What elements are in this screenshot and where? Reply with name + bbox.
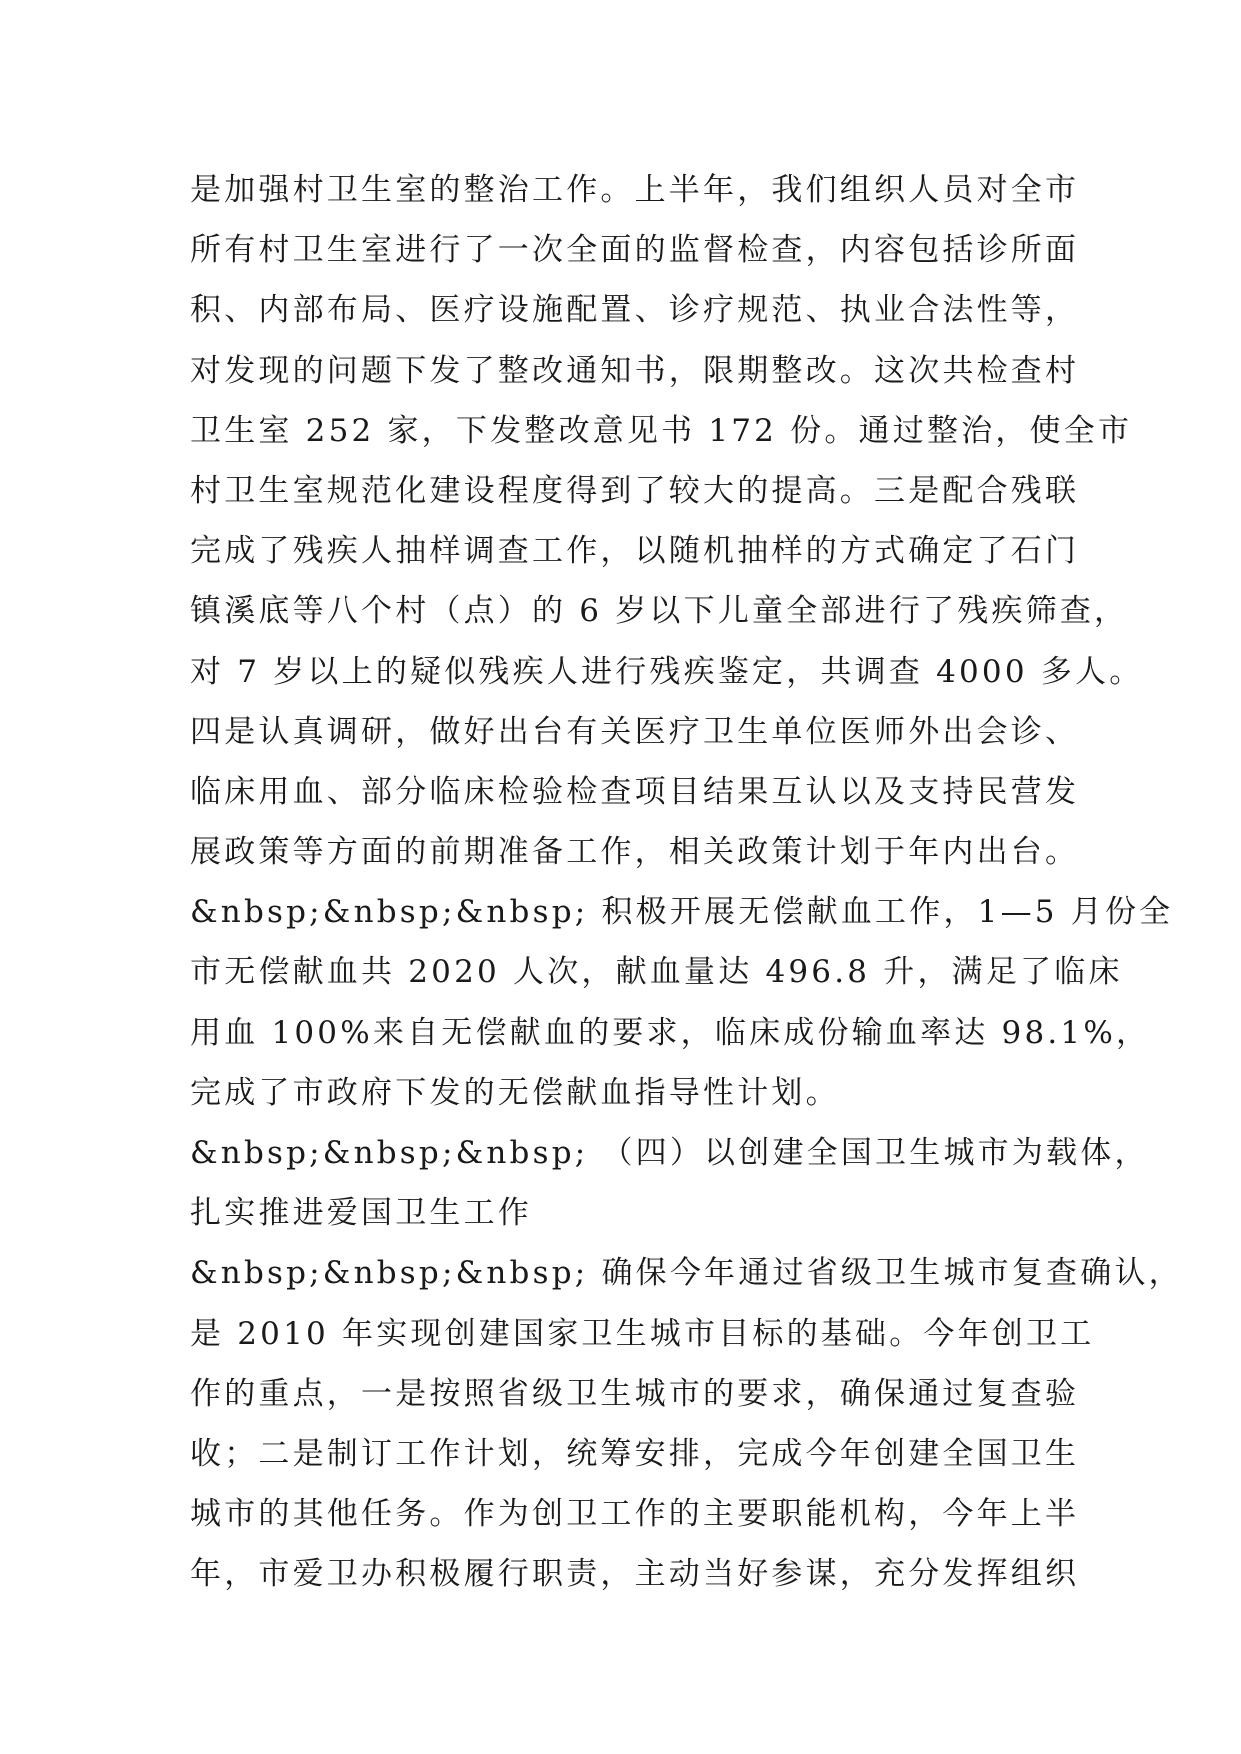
text-line: 是加强村卫生室的整治工作。上半年，我们组织人员对全市 (190, 172, 1080, 208)
text-line: 展政策等方面的前期准备工作，相关政策计划于年内出台。 (190, 834, 1080, 871)
text-line: 用血 100%来自无偿献血的要求，临床成份输血率达 98.1%， (190, 1014, 1151, 1051)
text-line: 所有村卫生室进行了一次全面的监督检查，内容包括诊所面 (190, 232, 1080, 269)
text-line: 对发现的问题下发了整改通知书，限期整改。这次共检查村 (190, 352, 1080, 389)
text-line: 卫生室 252 家，下发整改意见书 172 份。通过整治，使全市 (190, 412, 1133, 449)
section-heading-line: 扎实推进爱国卫生工作 (190, 1195, 532, 1232)
section-heading-line: &nbsp;&nbsp;&nbsp; （四）以创建全国卫生城市为载体， (190, 1135, 1149, 1171)
text-line: 镇溪底等八个村（点）的 6 岁以下儿童全部进行了残疾筛查， (190, 593, 1129, 630)
text-line: 城市的其他任务。作为创卫工作的主要职能机构，今年上半 (190, 1496, 1080, 1533)
text-line: 积、内部布局、医疗设施配置、诊疗规范、执业合法性等， (190, 292, 1080, 329)
text-line: 对 7 岁以上的疑似残疾人进行残疾鉴定，共调查 4000 多人。 (190, 653, 1144, 690)
text-line: &nbsp;&nbsp;&nbsp; 确保今年通过省级卫生城市复查确认， (190, 1255, 1183, 1292)
text-line: 作的重点，一是按照省级卫生城市的要求，确保通过复查验 (190, 1375, 1080, 1412)
text-line: 是 2010 年实现创建国家卫生城市目标的基础。今年创卫工 (190, 1315, 1095, 1352)
text-line: 村卫生室规范化建设程度得到了较大的提高。三是配合残联 (190, 472, 1080, 509)
text-line: 完成了市政府下发的无偿献血指导性计划。 (190, 1074, 840, 1111)
body-text (190, 160, 1183, 1605)
text-line: 临床用血、部分临床检验检查项目结果互认以及支持民营发 (190, 773, 1080, 810)
text-line: 四是认真调研，做好出台有关医疗卫生单位医师外出会诊、 (190, 713, 1080, 750)
text-line: 年，市爱卫办积极履行职责，主动当好参谋，充分发挥组织 (190, 1556, 1080, 1593)
text-line: 收；二是制订工作计划，统筹安排，完成今年创建全国卫生 (190, 1435, 1080, 1472)
text-line: &nbsp;&nbsp;&nbsp; 积极开展无偿献血工作，1—5 月份全 (190, 894, 1174, 931)
text-line: 市无偿献血共 2020 人次，献血量达 496.8 升，满足了临床 (190, 954, 1123, 991)
text-line: 完成了残疾人抽样调查工作，以随机抽样的方式确定了石门 (190, 533, 1080, 570)
